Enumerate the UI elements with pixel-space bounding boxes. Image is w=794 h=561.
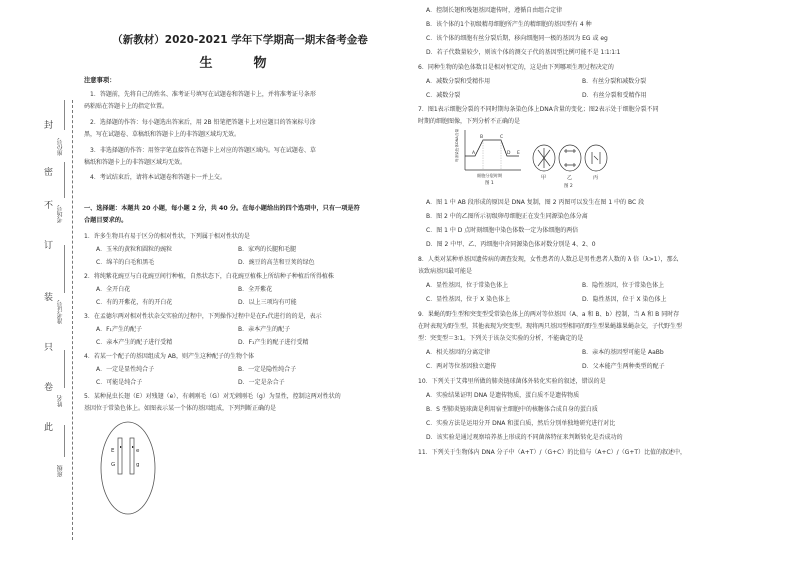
- option: A．显性基因，位于常染色体上: [426, 282, 509, 289]
- option: C．可能是纯合子: [96, 379, 143, 386]
- question-1: 1．许多生物具有易于区分的相对性状，下列属于相对性状的是: [84, 233, 250, 240]
- margin-char-6: 只: [44, 343, 54, 353]
- question-8-cont: 该致病基因最可能是: [418, 268, 473, 275]
- option: C．减数分裂: [426, 92, 461, 99]
- margin-char-3: 不: [44, 201, 54, 211]
- gene-label-E: E: [111, 448, 115, 454]
- margin-char-4: 订: [44, 241, 54, 251]
- point-label: C: [500, 135, 504, 140]
- section-heading-cont: 合题目要求的。: [84, 217, 128, 224]
- option: B．家鸡的长腿和毛腿: [238, 246, 297, 253]
- field-line: [64, 245, 65, 293]
- option: D．以上三项均有可能: [238, 299, 297, 306]
- gene-label-g: g: [136, 462, 140, 468]
- field-line: [64, 162, 65, 198]
- option: B．该个体的1个初级精母细胞所产生的精细胞的基因型有 4 种: [426, 21, 592, 28]
- question-7: 7．图1表示细胞分裂的不同时期每条染色体上DNA含量的变化；图2表示处于细胞分裂不同: [418, 106, 659, 113]
- question-2: 2．将纯紫花豌豆与白花豌豆间行种植，自然状态下，白花豌豆植株上所结种子种植后所得植株: [84, 273, 334, 280]
- option: C．两对等位基因独立遗传: [426, 363, 497, 370]
- option: A．全开白花: [96, 286, 131, 293]
- chromosome-bar: [118, 438, 122, 474]
- option: D．F₁产生的配子进行受精: [238, 339, 309, 346]
- option: A．F₁产生的配子: [96, 326, 142, 333]
- fig1-ylabel: 每条染色体DNA含量: [455, 128, 459, 162]
- point-label: E: [517, 151, 520, 156]
- option: B．全开紫花: [238, 286, 273, 293]
- point-label: D: [507, 151, 511, 156]
- field-class: 班级: [57, 465, 64, 477]
- notice-line: 稿纸和答题卡上的非答题区域均无效。: [84, 159, 187, 166]
- option: A．实验结果证明 DNA 是遗传物质，蛋白质不是遗传物质: [426, 392, 580, 399]
- figure-2-cell-images: [530, 140, 610, 190]
- option: D．豌豆的高茎和豆荚的绿色: [238, 259, 315, 266]
- field-line: [64, 425, 65, 457]
- field-line: [64, 350, 65, 388]
- cell-label: 乙: [567, 175, 573, 181]
- question-5-cont: 基因位于常染色体上。如图表示某一个体的基因组成，下列判断正确的是: [84, 405, 277, 412]
- question-4: 4．若某一个配子的基因组成为 AB，则产生这种配子的生物个体: [84, 353, 254, 360]
- cell-label: 丙: [593, 175, 599, 181]
- cut-line: [72, 100, 73, 540]
- figure-1-dna-chart: [455, 126, 525, 186]
- option: C．有的开紫花，有的开白花: [96, 299, 173, 306]
- notice-line: 1．答题前，先将自己的姓名、准考证号填写在试题卷和答题卡上，并将准考证号条形: [90, 91, 316, 98]
- field-ticket-number: 准考证号: [57, 300, 64, 324]
- exam-title: （新教材）2020-2021 学年下学期高一期末备考金卷: [112, 34, 368, 46]
- section-heading: 一、选择题：本题共 20 小题，每小题 2 分，共 40 分。在每小题给出的四个选项中，只有一项是符: [84, 205, 360, 212]
- fig2-caption: 图 2: [564, 184, 573, 189]
- option: D．有丝分裂和受精作用: [582, 92, 647, 99]
- option: B．隐性基因，位于常染色体上: [582, 282, 665, 289]
- point-label: B: [480, 135, 484, 140]
- option: C．该个体的细胞有丝分裂后期，移向细胞同一极的基因为 EG 或 eg: [426, 35, 608, 42]
- option: D．隐性基因，位于 X 染色体上: [582, 296, 667, 303]
- option: A．控制长翅和残翅基因遗传时，遵循自由组合定律: [426, 7, 563, 14]
- option: B．一定是隐性纯合子: [238, 366, 297, 373]
- cell-label: 甲: [541, 175, 547, 181]
- option: A．玉米的黄粒和圆粒的豌粒: [96, 246, 173, 253]
- question-9-cont: 在时表现为野生型，其他表现为突变型。现将两只基因型相同的野生型果蝇雄果蝇杂交，子代野生型: [418, 323, 683, 330]
- option: A．一定是显性纯合子: [96, 366, 155, 373]
- question-7-cont: 时期的细胞图像，下列分析不正确的是: [418, 118, 521, 125]
- option: D．父本能产生两种类型的配子: [582, 363, 665, 370]
- option: D．图 2 中甲、乙、丙细胞中含同源染色体对数分别是 4、2、0: [426, 241, 596, 248]
- field-line: [64, 100, 65, 130]
- question-5: 5．某种昆虫长翅（E）对残翅（e），有刺刚毛（G）对无刺刚毛（g）为显性，控制这两对性状的: [84, 393, 341, 400]
- binding-margin: [0, 0, 90, 561]
- notice-line: 3．非选择题的作答：用签字笔直接答在答题卡上对应的答题区域内。写在试题卷、草: [90, 147, 316, 154]
- question-10: 10．下列关于艾弗里所做的肺炎链球菌体外转化实验的叙述，错误的是: [418, 378, 606, 385]
- notice-line: 4．考试结束后，请将本试题卷和答题卡一并上交。: [90, 174, 226, 181]
- margin-char-1: 封: [44, 121, 54, 131]
- cell-diagram-figure: [98, 418, 158, 518]
- option: C．绵羊的白毛和黑毛: [96, 259, 155, 266]
- margin-char-5: 装: [44, 293, 54, 303]
- chromosome-bar: [130, 438, 134, 474]
- notice-line: 2．选择题的作答：每小题选出答案后，用 2B 铅笔把答题卡上对应题目的答案标号涂: [90, 119, 316, 126]
- margin-char-8: 此: [44, 423, 54, 433]
- option: A．相关基因的分离定律: [426, 349, 491, 356]
- option: B．有丝分裂和减数分裂: [582, 78, 647, 85]
- notice-heading: 注意事项：: [84, 77, 116, 84]
- option: C．显性基因，位于 X 染色体上: [426, 296, 511, 303]
- fig1-xlabel: 细胞分裂时期: [477, 173, 503, 178]
- option: B．亲本的基因型可能是 AaBb: [582, 349, 664, 356]
- notice-line: 码粘贴在答题卡上的指定位置。: [84, 103, 169, 110]
- field-exam-room: 考场号: [57, 205, 64, 223]
- question-3: 3．在孟德尔两对相对性状杂交实验的过程中，下列操作过程中是在F₁代进行的的是，表示: [84, 313, 322, 320]
- option: C．实验方法是运用分开 DNA 和蛋白质，然后分别单独地研究进行对比: [426, 420, 616, 427]
- point-label: A: [472, 151, 476, 156]
- option: B．S 型肺炎链球菌是利用宿主细胞中的核糖体合成自身的蛋白质: [426, 406, 598, 413]
- option: C．图 1 中 D 点时刻细胞中染色体数一定为体细胞的两倍: [426, 227, 579, 234]
- gene-label-e: e: [136, 448, 140, 454]
- field-seat-number: 座位号: [57, 138, 64, 156]
- question-6: 6．同种生物的染色体数目是相对恒定的，这是由下列哪项生理过程决定的: [418, 64, 614, 71]
- option: C．亲本产生的配子进行受精: [96, 339, 173, 346]
- question-11: 11．下列关于生物体内 DNA 分子中（A+T）/（G+C）的比值与（A+C）/（G+T）比值的叙述中，: [418, 449, 687, 456]
- option: D．一定是杂合子: [238, 379, 285, 386]
- question-9: 9．果蝇的野生型和突变型受常染色体上的两对等位基因（A、a 和 B、b）控制，当 A 和 B 同时存: [418, 311, 680, 318]
- fig1-caption: 图 1: [485, 181, 494, 186]
- margin-char-7: 卷: [44, 383, 54, 393]
- option: B．图 2 中的乙图所示初级卵母细胞正在发生同源染色体分离: [426, 213, 588, 220]
- question-8: 8．人类对某种单基因遗传病的调查发现，女性患者的人数总是男性患者人数的 λ 倍（λ>1），那么: [418, 256, 679, 263]
- question-9-cont2: 型：突变型＝3∶1。下列关于该杂交实验的分析，不能确定的是: [418, 335, 584, 342]
- option: D．若子代数量较少，则该个体的测交子代的基因型比例可能不是 1∶1∶1∶1: [426, 49, 621, 56]
- option: A．图 1 中 AB 段形成的原因是 DNA 复制，图 2 丙图可以发生在图 1 中的 BC 段: [426, 199, 645, 206]
- option: D．该实验是通过观察培养基上形成的不同菌落特征来判断转化是否成功的: [426, 434, 623, 441]
- margin-char-2: 密: [44, 168, 54, 178]
- option: A．减数分裂和受精作用: [426, 78, 491, 85]
- option: B．亲本产生的配子: [238, 326, 291, 333]
- gene-label-G: G: [111, 462, 116, 468]
- field-name: 姓名: [57, 395, 64, 407]
- exam-subject: 生 物: [199, 56, 281, 71]
- notice-line: 黑，写在试题卷、草稿纸和答题卡上的非答题区域均无效。: [84, 131, 241, 138]
